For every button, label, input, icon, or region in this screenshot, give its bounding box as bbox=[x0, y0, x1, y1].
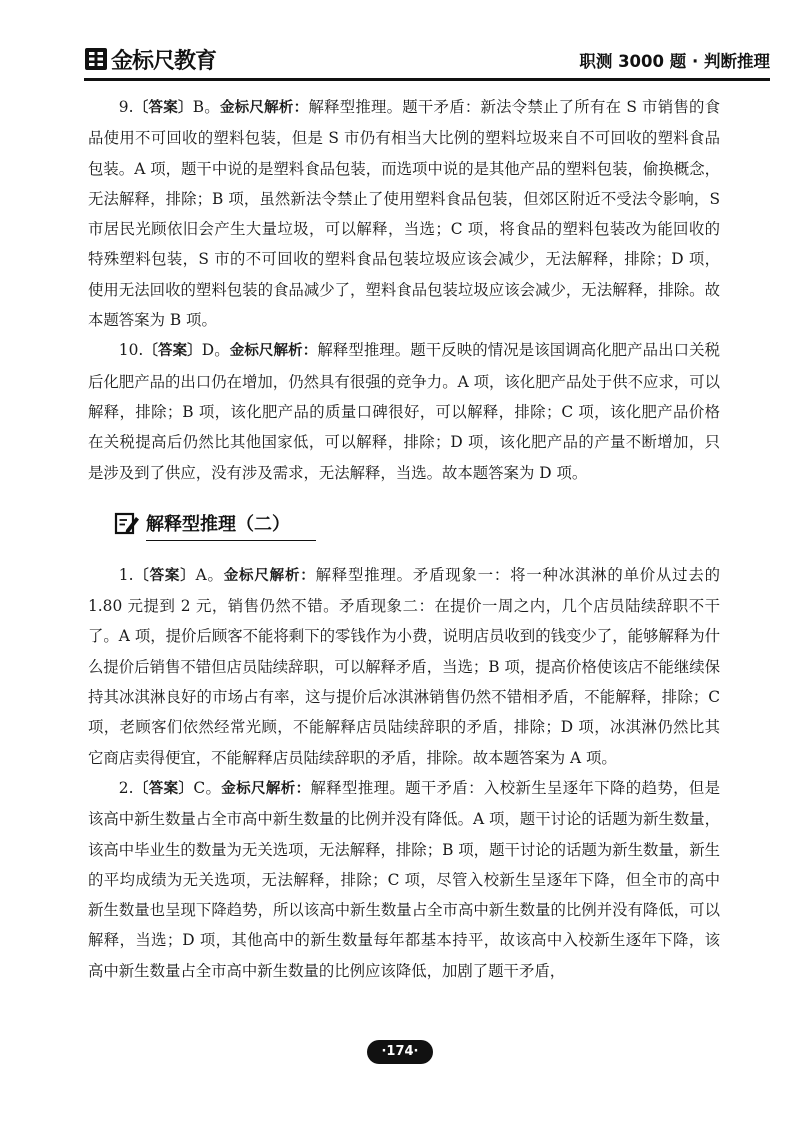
analysis-text: 解释型推理。题干矛盾：入校新生呈逐年下降的趋势，但是该高中新生数量占全市高中新生数量的比例并没有降低。A 项，题干讨论的话题为新生数量，该高中毕业生的数量为无关选项，无法解释，排除；B 项，题干讨论的话题为新生数量，新生的平均成绩为无关选项，无法解释，排除；C 项，尽管入校新生呈逐年下降，但全市的高中新生数量也呈现下降趋势，所以该高中新生数量占全市高中新生数量的比例并没有降低，可以解释，当选；D 项，其他高中的新生数量每年都基本持平，故该高中入校新生逐年下降，该高中新生数量占全市高中新生数量的比例应该降低，加剧了题干矛盾， bbox=[88, 778, 721, 980]
question-number: 10. bbox=[118, 341, 144, 360]
analysis-label: 金标尺解析： bbox=[223, 567, 316, 584]
brand-logo bbox=[84, 44, 216, 74]
question-number: 2. bbox=[118, 778, 134, 797]
page-body bbox=[88, 92, 720, 986]
answer-label: 〔答案〕 bbox=[133, 567, 196, 584]
header-divider bbox=[84, 78, 770, 81]
answer-choice: A。 bbox=[195, 565, 224, 584]
answer-choice: D。 bbox=[201, 341, 230, 360]
edit-note-icon bbox=[114, 510, 140, 536]
analysis-text: 解释型推理。题干矛盾：新法令禁止了所有在 S 市销售的食品使用不可回收的塑料包装，但是 S 市仍有相当大比例的塑料垃圾来自不可回收的塑料食品包装。A 项，题干中说的是塑料食品包装，而选项中说的是其他产品的塑料包装，偷换概念，无法解释，排除；B 项，虽然新法令禁止了使用塑料食品包装，但郊区附近不受法令影响，S 市居民光顾依旧会产生大量垃圾，可以解释，当选；C 项，将食品的塑料包装改为能回收的特殊塑料包装，S 市的不可回收的塑料食品包装垃圾应该会减少，无法解释，排除；D 项，使用无法回收的塑料包装的食品减少了，塑料食品包装垃圾应该会减少，无法解释，排除。故本题答案为 B 项。 bbox=[88, 98, 721, 330]
answer-paragraph-2 bbox=[88, 773, 720, 986]
answer-label: 〔答案〕 bbox=[133, 100, 193, 116]
brand-name: 金标尺教育 bbox=[111, 48, 217, 74]
answer-paragraph-10 bbox=[88, 335, 720, 487]
analysis-text: 解释型推理。题干反映的情况是该国调高化肥产品出口关税后化肥产品的出口仍在增加，仍然具有很强的竞争力。A 项，该化肥产品处于供不应求，可以解释，排除；B 项，该化肥产品的质量口碑很好，可以解释，排除；C 项，该化肥产品价格在关税提高后仍然比其他国家低，可以解释，排除；D 项，该化肥产品的产量不断增加，只是涉及到了供应，没有涉及需求，无法解释，当选。故本题答案为 D 项。 bbox=[88, 341, 721, 482]
section-title: 解释型推理（二） bbox=[146, 513, 290, 535]
answer-paragraph-9 bbox=[88, 92, 720, 335]
answer-paragraph-1 bbox=[88, 560, 720, 773]
book-title: 职测 3000 题 · 判断推理 bbox=[579, 52, 770, 71]
analysis-text: 解释型推理。矛盾现象一：将一种冰淇淋的单价从过去的 1.80 元提到 2 元，销售仍然不错。矛盾现象二：在提价一周之内，几个店员陆续辞职不干了。A 项，提价后顾客不能将剩下的零钱作为小费，说明店员收到的钱变少了，能够解释为什么提价后销售不错但店员陆续辞职，可以解释矛盾，当选；B 项，提高价格使该店不能继续保持其冰淇淋良好的市场占有率，这与提价后冰淇淋销售仍然不错相矛盾，不能解释，排除；C 项，老顾客们依然经常光顾，不能解释店员陆续辞职的矛盾，排除；D 项，冰淇淋仍然比其它商店卖得便宜，不能解释店员陆续辞职的矛盾，排除。故本题答案为 A 项。 bbox=[88, 565, 720, 767]
section-heading bbox=[88, 508, 720, 552]
answer-choice: C。 bbox=[193, 778, 222, 797]
analysis-label: 金标尺解析： bbox=[221, 780, 311, 797]
analysis-label: 金标尺解析： bbox=[229, 343, 318, 360]
answer-label: 〔答案〕 bbox=[143, 343, 202, 360]
answer-label: 〔答案〕 bbox=[133, 780, 194, 797]
analysis-label: 金标尺解析： bbox=[219, 100, 309, 116]
brand-logo-icon bbox=[84, 47, 108, 71]
answer-choice: B。 bbox=[192, 98, 220, 116]
page-number: ·174· bbox=[367, 1040, 433, 1064]
question-number: 1. bbox=[118, 565, 134, 584]
page-header bbox=[46, 42, 770, 76]
section-underline bbox=[146, 540, 316, 541]
question-number: 9. bbox=[118, 98, 134, 116]
